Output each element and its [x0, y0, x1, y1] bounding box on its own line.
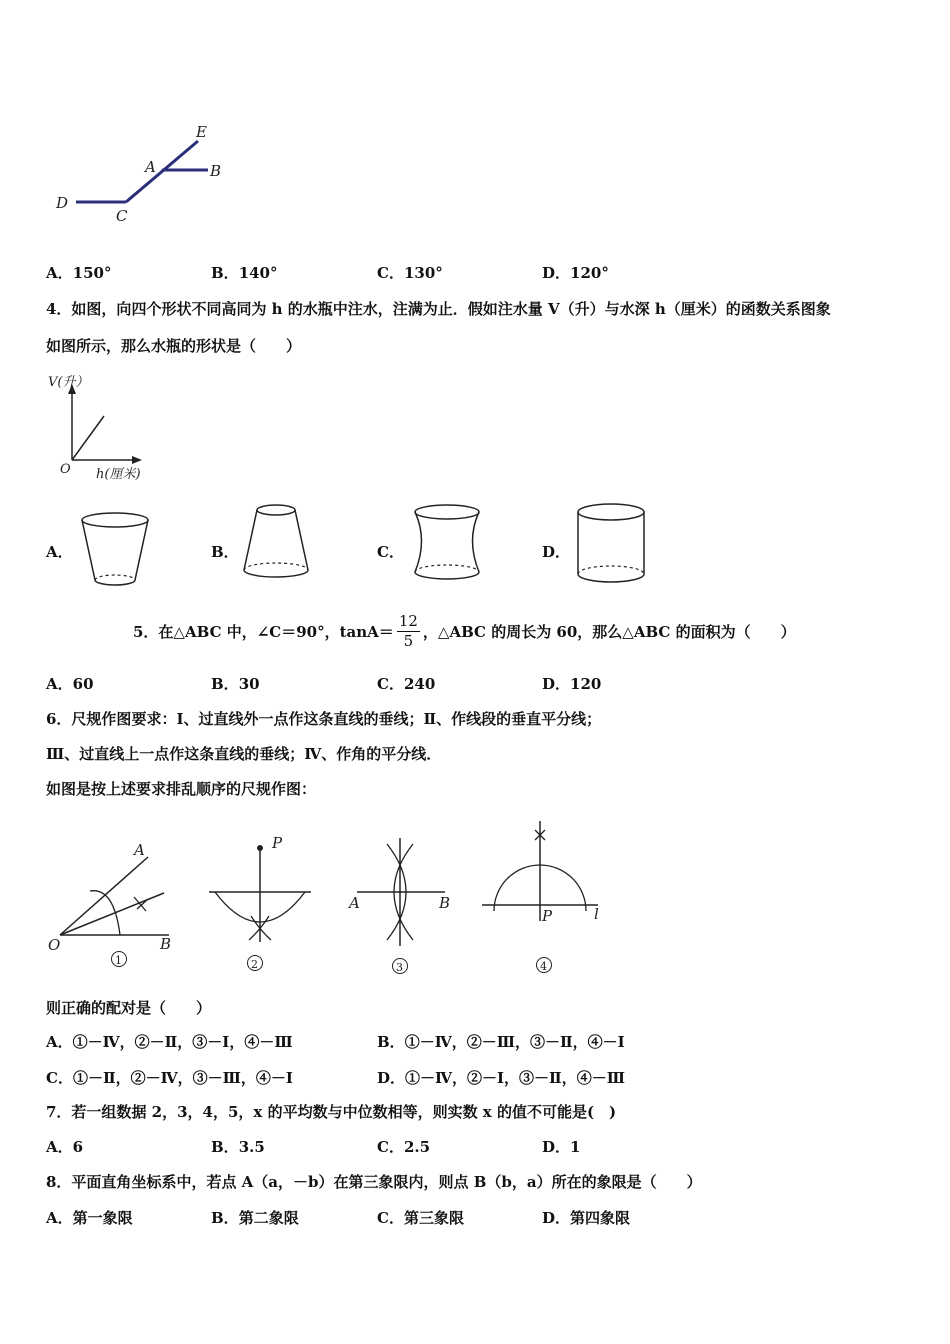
q6-fig2-label-p: P — [272, 834, 283, 852]
q7-option-c[interactable]: C．2.5 — [377, 1138, 431, 1156]
q5-suffix: ，△ABC 的周长为 60，那么△ABC 的面积为（ ） — [422, 623, 796, 641]
q4-bottle-d-icon[interactable] — [573, 500, 653, 590]
q3-angle-figure — [50, 115, 240, 230]
q6-prompt: 则正确的配对是（ ） — [46, 999, 212, 1017]
svg-text:3: 3 — [396, 961, 403, 974]
q8-question: 8．平面直角坐标系中，若点 A（a，－b）在第三象限内，则点 B（b，a）所在的象限是（ ） — [46, 1173, 702, 1191]
q6-question-line2: Ⅲ、过直线上一点作这条直线的垂线；Ⅳ、作角的平分线． — [46, 745, 442, 763]
q6-fig3-label-a: A — [349, 894, 360, 912]
q6-fig4-label-p: P — [542, 907, 553, 925]
q6-fig4-label-l: l — [594, 905, 599, 923]
q4-volume-graph — [46, 370, 156, 485]
q4-bottle-a-icon[interactable] — [75, 508, 155, 590]
q4-question-line2: 如图所示，那么水瓶的形状是（ ） — [46, 337, 302, 355]
q4-question-line1: 4．如图，向四个形状不同高同为 h 的水瓶中注水，注满为止．假如注水量 V（升）与水深 h（厘米）的函数关系图象 — [46, 300, 831, 318]
q6-question-line3: 如图是按上述要求排乱顺序的尺规作图： — [46, 780, 317, 798]
q6-figure-3 — [345, 830, 455, 980]
q3-option-d[interactable]: D．120° — [542, 264, 609, 282]
q6-fig1-label-a: A — [134, 841, 145, 859]
q6-figure-2 — [205, 830, 320, 975]
q5-prefix: 5．在△ABC 中，∠C＝90°，tanA＝ — [133, 623, 394, 641]
q6-figure-1 — [44, 835, 189, 975]
q4-option-c-label[interactable]: C． — [377, 543, 404, 561]
q4-origin-label: O — [60, 462, 71, 477]
q5-option-a[interactable]: A．60 — [46, 675, 94, 693]
q6-question-line1: 6．尺规作图要求：Ⅰ、过直线外一点作这条直线的垂线；Ⅱ、作线段的垂直平分线； — [46, 710, 602, 728]
q3-label-d: D — [56, 194, 69, 212]
q3-label-c: C — [116, 207, 128, 225]
q5-fraction — [397, 612, 420, 651]
q8-option-b[interactable]: B．第二象限 — [211, 1209, 299, 1227]
q7-option-b[interactable]: B．3.5 — [211, 1138, 265, 1156]
q4-bottle-b-icon[interactable] — [240, 500, 320, 585]
q4-option-b-label[interactable]: B． — [211, 543, 239, 561]
q6-figure-4 — [478, 815, 613, 975]
q4-x-axis-label: h(厘米) — [96, 467, 141, 482]
q5-option-b[interactable]: B．30 — [211, 675, 260, 693]
q3-option-a[interactable]: A．150° — [46, 264, 112, 282]
svg-text:2: 2 — [251, 958, 258, 971]
q6-fig1-label-b: B — [160, 935, 172, 953]
q6-fig1-label-o: O — [48, 936, 61, 954]
q3-label-a: A — [145, 158, 156, 176]
q5-question — [133, 612, 796, 651]
q3-option-c[interactable]: C．130° — [377, 264, 443, 282]
q4-option-a-label[interactable]: A． — [46, 543, 73, 561]
q4-option-d-label[interactable]: D． — [542, 543, 571, 561]
q6-fig3-label-b: B — [439, 894, 451, 912]
q8-option-a[interactable]: A．第一象限 — [46, 1209, 133, 1227]
q7-option-d[interactable]: D．1 — [542, 1138, 581, 1156]
q7-option-a[interactable]: A．6 — [46, 1138, 84, 1156]
q6-option-c[interactable]: C．①－Ⅱ，②－Ⅳ，③－Ⅲ，④－Ⅰ — [46, 1069, 293, 1087]
q5-fraction-denominator: 5 — [403, 632, 414, 650]
q5-option-c[interactable]: C．240 — [377, 675, 436, 693]
svg-text:1: 1 — [115, 954, 122, 967]
q5-option-d[interactable]: D．120 — [542, 675, 602, 693]
svg-text:4: 4 — [540, 960, 547, 973]
q6-option-a[interactable]: A．①－Ⅳ，②－Ⅱ，③－Ⅰ，④－Ⅲ — [46, 1033, 293, 1051]
q7-question: 7．若一组数据 2，3，4，5，x 的平均数与中位数相等，则实数 x 的值不可能是( ) — [46, 1103, 617, 1121]
q3-label-b: B — [210, 162, 222, 180]
q8-option-c[interactable]: C．第三象限 — [377, 1209, 464, 1227]
q6-option-b[interactable]: B．①－Ⅳ，②－Ⅲ，③－Ⅱ，④－Ⅰ — [377, 1033, 625, 1051]
q4-bottle-c-icon[interactable] — [408, 500, 488, 590]
q5-fraction-numerator: 12 — [398, 612, 418, 630]
q3-label-e: E — [196, 123, 207, 141]
q6-option-d[interactable]: D．①－Ⅳ，②－Ⅰ，③－Ⅱ，④－Ⅲ — [377, 1069, 625, 1087]
q3-option-b[interactable]: B．140° — [211, 264, 278, 282]
q4-y-axis-label: V(升） — [48, 375, 89, 390]
q8-option-d[interactable]: D．第四象限 — [542, 1209, 631, 1227]
